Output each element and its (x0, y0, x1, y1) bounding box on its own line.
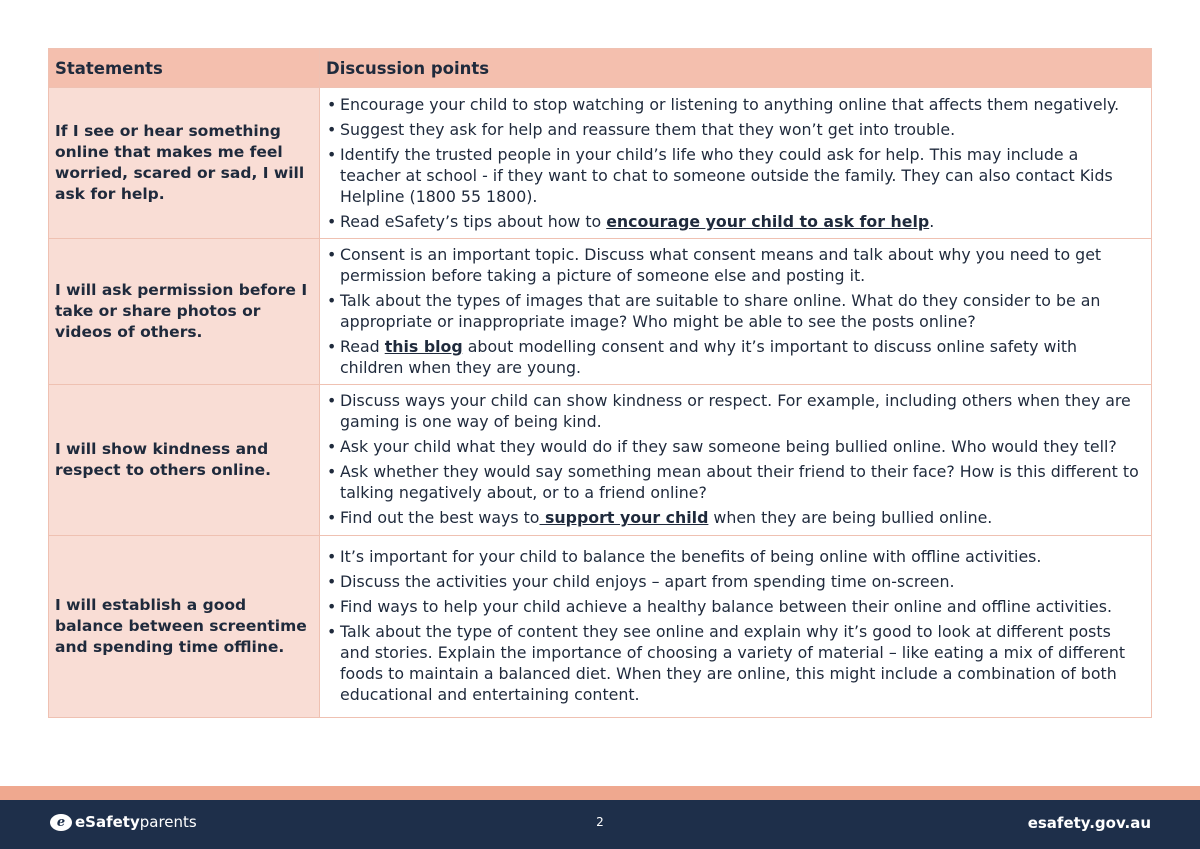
item-text: Read eSafety’s tips about how to (340, 212, 607, 231)
list-item: • Encourage your child to stop watching or listening to anything online that affects them negatively. (326, 94, 1141, 115)
list-item: • Ask whether they would say something mean about their friend to their face? How is this different to talking negatively about, or to a friend online? (326, 461, 1141, 503)
discussion-list (326, 94, 1141, 232)
item-text: about modelling consent and why it’s important to discuss online safety with children when they are young. (340, 337, 1078, 377)
item-text: Read (340, 337, 385, 356)
link-this-blog[interactable]: this blog (384, 337, 463, 356)
discussion-cell (320, 385, 1151, 535)
discussion-list (326, 244, 1141, 378)
discussion-list (326, 546, 1141, 705)
statements-table (48, 48, 1152, 718)
footer-stripe (0, 786, 1200, 800)
table-row (49, 384, 1151, 535)
list-item: • Talk about the type of content they see online and explain why it’s good to look at different posts and stories. Explain the importance of choosing a variety of material – like eating a mix of different foods to maintain a balanced diet. When they are online, this might include a combination of both educational and entertaining content. (326, 621, 1141, 705)
header-discussion-points: Discussion points (320, 49, 1151, 87)
table-row (49, 87, 1151, 238)
discussion-cell (320, 536, 1151, 717)
esafety-logo-icon: e (50, 814, 72, 831)
table-header-row (49, 49, 1151, 87)
list-item (326, 211, 1141, 232)
statement-cell: I will ask permission before I take or share photos or videos of others. (49, 239, 320, 384)
statement-cell: I will establish a good balance between screentime and spending time offline. (49, 536, 320, 717)
list-item (326, 507, 1141, 528)
header-statements: Statements (49, 49, 320, 87)
list-item: • Discuss ways your child can show kindness or respect. For example, including others when they are gaming is one way of being kind. (326, 390, 1141, 432)
item-text: . (929, 212, 935, 231)
logo-text-bold: eSafety (75, 813, 140, 831)
discussion-cell (320, 239, 1151, 384)
table-row (49, 535, 1151, 717)
footer (0, 800, 1200, 849)
site-url[interactable]: esafety.gov.au (1027, 814, 1151, 832)
page-number: 2 (596, 815, 604, 829)
list-item: • Talk about the types of images that are suitable to share online. What do they consider to be an appropriate or inappropriate image? Who might be able to see the posts online? (326, 290, 1141, 332)
list-item: • Consent is an important topic. Discuss what consent means and talk about why you need to get permission before taking a picture of someone else and posting it. (326, 244, 1141, 286)
link-ask-for-help[interactable]: encourage your child to ask for help (606, 212, 930, 231)
statement-cell: If I see or hear something online that makes me feel worried, scared or sad, I will ask for help. (49, 88, 320, 238)
item-text: Find out the best ways to (340, 508, 540, 527)
discussion-list (326, 390, 1141, 528)
list-item: • Find ways to help your child achieve a healthy balance between their online and offline activities. (326, 596, 1141, 617)
list-item: • Discuss the activities your child enjoys – apart from spending time on-screen. (326, 571, 1141, 592)
link-support-your-child[interactable]: support your child (539, 508, 709, 527)
list-item: • It’s important for your child to balance the benefits of being online with offline activities. (326, 546, 1141, 567)
discussion-cell (320, 88, 1151, 238)
table-row (49, 238, 1151, 384)
statement-cell: I will show kindness and respect to others online. (49, 385, 320, 535)
list-item (326, 336, 1141, 378)
list-item: • Suggest they ask for help and reassure them that they won’t get into trouble. (326, 119, 1141, 140)
item-text: when they are being bullied online. (708, 508, 993, 527)
list-item: • Identify the trusted people in your child’s life who they could ask for help. This may include a teacher at school - if they want to chat to someone outside the family. They can also contact Kids Helpline (1800 55 1800). (326, 144, 1141, 207)
list-item: • Ask your child what they would do if they saw someone being bullied online. Who would they tell? (326, 436, 1141, 457)
logo-text-light: parents (139, 813, 197, 831)
